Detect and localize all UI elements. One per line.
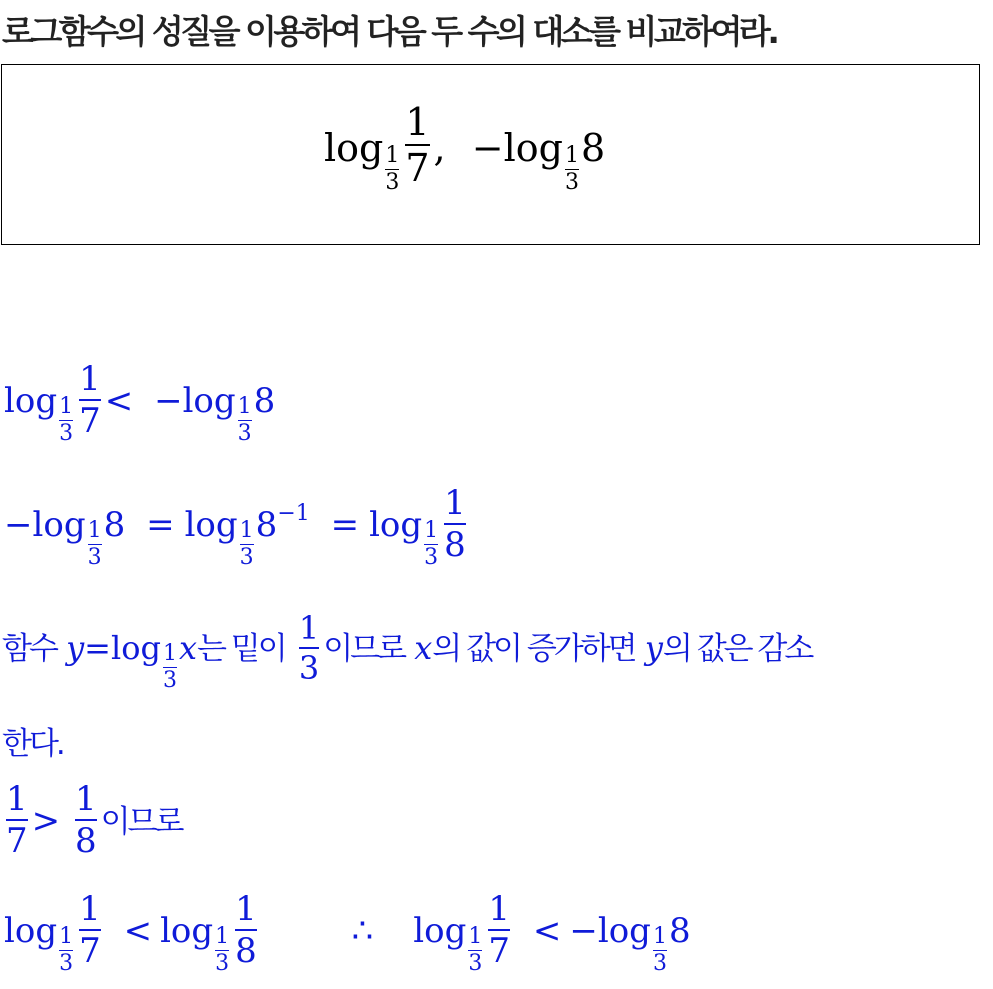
- log-base: $\frac{1}{3}$: [59, 923, 74, 976]
- log-base: $\frac{1}{3}$: [385, 142, 400, 195]
- solution-line-6: log $\frac{1}{3}$ $\frac{1}{7}$ < log $\frac{1}{3}$ $\frac{1}{8}$ ∴ log $\frac{1}{3}$ $\frac{1}{7}$ < −log $\frac{1}{3}$ 8: [4, 889, 691, 976]
- log-base: $\frac{1}{3}$: [237, 393, 252, 446]
- log-base: $\frac{1}{3}$: [239, 517, 254, 570]
- solution-line-1: log $\frac{1}{3}$ $\frac{1}{7}$ < −log $\frac{1}{3}$ 8: [4, 359, 276, 446]
- log-base: $\frac{1}{3}$: [468, 923, 483, 976]
- fraction: $\frac{1}{7}$: [488, 889, 511, 971]
- fraction: $\frac{1}{7}$: [79, 359, 101, 441]
- fraction: $\frac{1}{8}$: [74, 779, 97, 861]
- exponent: −1: [277, 501, 310, 526]
- question-text: 로그함수의 성질을 이용하여 다음 두 수의 대소를 비교하여라.: [2, 12, 777, 51]
- fraction: $\frac{1}{8}$: [235, 889, 257, 971]
- solution-line-2: −log $\frac{1}{3}$ 8 = log $\frac{1}{3}$ 8−1 = log $\frac{1}{3}$ $\frac{1}{8}$: [4, 483, 466, 570]
- log-base: $\frac{1}{3}$: [564, 142, 579, 195]
- fraction: $\frac{1}{3}$: [298, 609, 320, 687]
- fraction: $\frac{1}{7}$: [79, 889, 101, 971]
- fraction: $\frac{1}{7}$: [405, 100, 430, 190]
- problem-expression: log $\frac{1}{3}$ $\frac{1}{7}$ , −log $\frac{1}{3}$ 8: [324, 100, 606, 195]
- solution-line-3: 함수 y=log $\frac{1}{3}$ x는 밑이 $\frac{1}{3}$ 이므로 x의 값이 증가하면 y의 값은 감소: [2, 609, 812, 693]
- log-base: $\frac{1}{3}$: [215, 923, 230, 976]
- log-base: $\frac{1}{3}$: [162, 640, 177, 693]
- fraction: $\frac{1}{7}$: [6, 779, 28, 861]
- log-base: $\frac{1}{3}$: [424, 517, 439, 570]
- solution-line-5: $\frac{1}{7}$ > $\frac{1}{8}$ 이므로: [6, 779, 182, 861]
- fraction: $\frac{1}{8}$: [444, 483, 466, 565]
- log-base: $\frac{1}{3}$: [652, 923, 667, 976]
- solution-line-4: 한다.: [2, 726, 63, 762]
- log-base: $\frac{1}{3}$: [59, 393, 74, 446]
- therefore-symbol: ∴: [351, 911, 374, 951]
- problem-box: [1, 64, 980, 245]
- log-base: $\frac{1}{3}$: [87, 517, 102, 570]
